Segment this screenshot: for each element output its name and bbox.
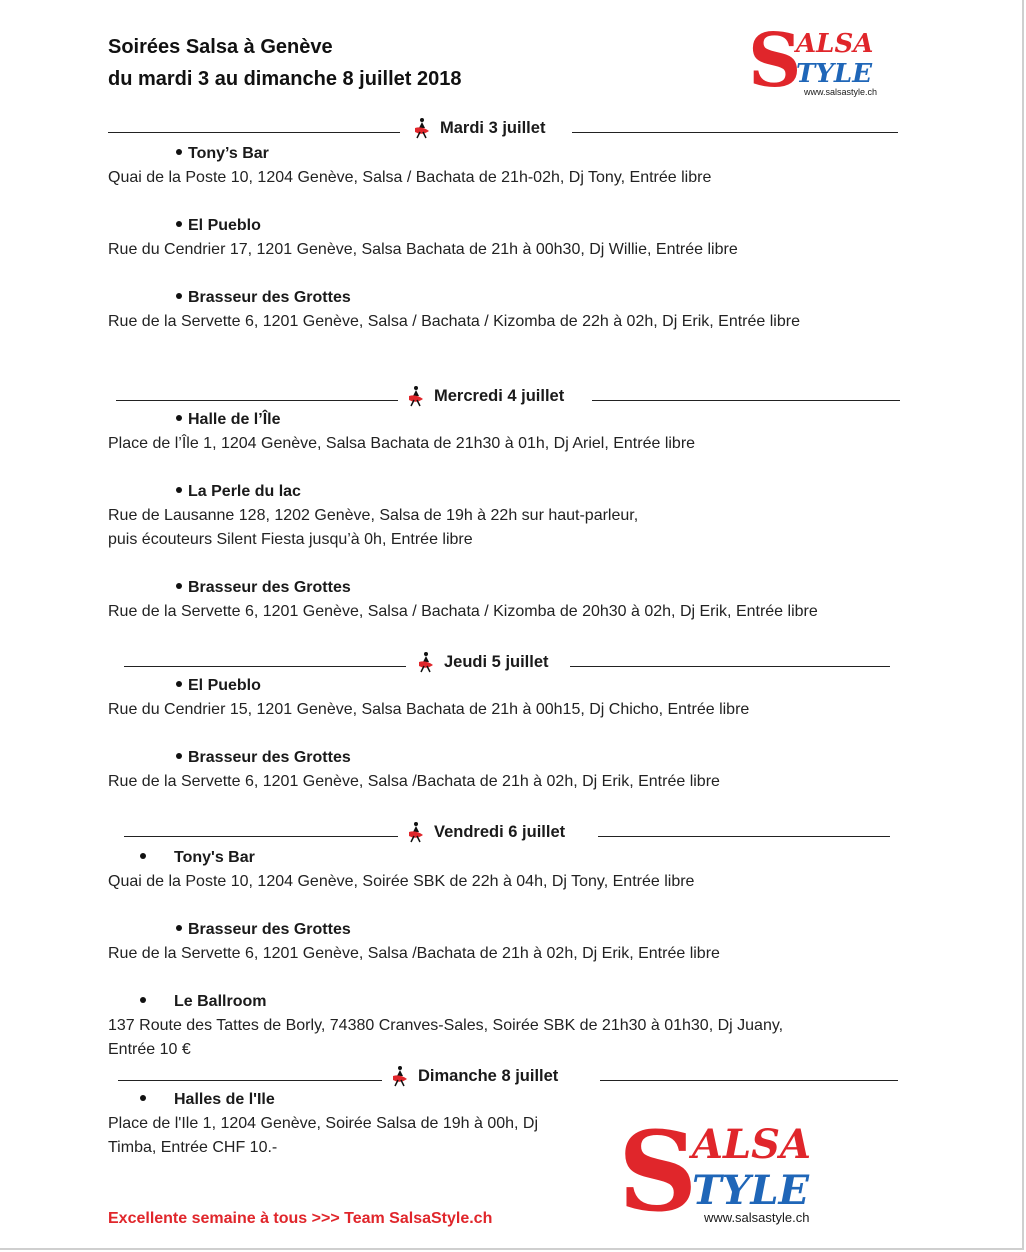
day-heading-dimanche — [388, 1065, 558, 1087]
bullet-icon — [140, 997, 146, 1003]
dancer-icon — [410, 117, 432, 139]
day-label: Vendredi 6 juillet — [434, 822, 566, 841]
day-heading-jeudi — [414, 651, 549, 673]
venue-details: Entrée 10 € — [108, 1041, 191, 1058]
venue-details: Timba, Entrée CHF 10.- — [108, 1139, 278, 1156]
venue-name: Tony's Bar — [140, 849, 255, 867]
bullet-icon — [140, 1095, 146, 1101]
divider-left — [124, 666, 406, 667]
venue-name: Brasseur des Grottes — [176, 289, 351, 307]
divider-right — [600, 1080, 898, 1081]
venue-details: Rue du Cendrier 17, 1201 Genève, Salsa Bachata de 21h à 00h30, Dj Willie, Entrée libre — [108, 241, 738, 258]
bullet-icon — [176, 681, 182, 687]
day-label: Mardi 3 juillet — [440, 118, 546, 137]
venue-name: Brasseur des Grottes — [176, 921, 351, 939]
venue-name: El Pueblo — [176, 217, 261, 235]
logo-url: www.salsastyle.ch — [704, 1210, 810, 1225]
bullet-icon — [176, 583, 182, 589]
venue-details: Place de l'Ile 1, 1204 Genève, Soirée Salsa de 19h à 00h, Dj — [108, 1115, 539, 1132]
venue-name: Brasseur des Grottes — [176, 579, 351, 597]
venue-name: Halle de l’Île — [176, 411, 280, 429]
bullet-icon — [176, 753, 182, 759]
venue-details: puis écouteurs Silent Fiesta jusqu’à 0h, Entrée libre — [108, 531, 473, 548]
logo-word-tyle: TYLE — [692, 1167, 809, 1214]
dancer-icon — [404, 821, 426, 843]
day-heading-mardi — [410, 117, 545, 139]
dancer-icon — [388, 1065, 410, 1087]
venue-details: Rue de la Servette 6, 1201 Genève, Salsa /Bachata de 21h à 02h, Dj Erik, Entrée libre — [108, 945, 720, 962]
logo-letter-s: S — [618, 1108, 698, 1228]
venue-details: Quai de la Poste 10, 1204 Genève, Salsa / Bachata de 21h-02h, Dj Tony, Entrée libre — [108, 169, 712, 186]
dancer-icon — [404, 385, 426, 407]
logo-word-tyle: TYLE — [796, 59, 873, 89]
venue-details: Rue de la Servette 6, 1201 Genève, Salsa / Bachata / Kizomba de 22h à 02h, Dj Erik, Entrée libre — [108, 313, 800, 330]
salsastyle-logo-top — [748, 18, 898, 100]
logo-word-alsa: ALSA — [692, 1121, 812, 1168]
day-label: Mercredi 4 juillet — [434, 386, 565, 405]
page-title: Soirées Salsa à Genève — [108, 36, 333, 58]
logo-word-alsa: ALSA — [796, 29, 874, 59]
venue-name: La Perle du lac — [176, 483, 301, 501]
bullet-icon — [176, 415, 182, 421]
bullet-icon — [176, 293, 182, 299]
venue-details: Rue de Lausanne 128, 1202 Genève, Salsa de 19h à 22h sur haut-parleur, — [108, 507, 639, 524]
venue-name: El Pueblo — [176, 677, 261, 695]
closing-message: Excellente semaine à tous >>> Team SalsaStyle.ch — [108, 1210, 493, 1227]
divider-left — [116, 400, 398, 401]
venue-details: Rue du Cendrier 15, 1201 Genève, Salsa Bachata de 21h à 00h15, Dj Chicho, Entrée libre — [108, 701, 750, 718]
bullet-icon — [176, 925, 182, 931]
bullet-icon — [140, 853, 146, 859]
venue-details: 137 Route des Tattes de Borly, 74380 Cranves-Sales, Soirée SBK de 21h30 à 01h30, Dj Juany, — [108, 1017, 784, 1034]
day-label: Dimanche 8 juillet — [418, 1066, 559, 1085]
logo-letter-s: S — [748, 18, 802, 100]
venue-details: Rue de la Servette 6, 1201 Genève, Salsa /Bachata de 21h à 02h, Dj Erik, Entrée libre — [108, 773, 720, 790]
divider-left — [108, 132, 400, 133]
divider-right — [572, 132, 898, 133]
bullet-icon — [176, 487, 182, 493]
venue-name: Halles de l'Ile — [140, 1091, 275, 1109]
logo-url: www.salsastyle.ch — [804, 87, 878, 97]
divider-left — [118, 1080, 382, 1081]
venue-details: Rue de la Servette 6, 1201 Genève, Salsa / Bachata / Kizomba de 20h30 à 02h, Dj Erik, Entrée libre — [108, 603, 818, 620]
venue-details: Quai de la Poste 10, 1204 Genève, Soirée SBK de 22h à 04h, Dj Tony, Entrée libre — [108, 873, 695, 890]
venue-name: Brasseur des Grottes — [176, 749, 351, 767]
divider-right — [570, 666, 890, 667]
day-heading-vendredi — [404, 821, 565, 843]
venue-details: Place de l’Île 1, 1204 Genève, Salsa Bachata de 21h30 à 01h, Dj Ariel, Entrée libre — [108, 435, 696, 452]
divider-right — [592, 400, 900, 401]
divider-right — [598, 836, 890, 837]
day-heading-mercredi — [404, 385, 564, 407]
salsastyle-logo-bottom — [614, 1108, 834, 1228]
venue-name: Tony’s Bar — [176, 145, 269, 163]
divider-left — [124, 836, 398, 837]
venue-name: Le Ballroom — [140, 993, 266, 1011]
dancer-icon — [414, 651, 436, 673]
bullet-icon — [176, 149, 182, 155]
page-subtitle: du mardi 3 au dimanche 8 juillet 2018 — [108, 68, 462, 90]
day-label: Jeudi 5 juillet — [444, 652, 549, 671]
bullet-icon — [176, 221, 182, 227]
